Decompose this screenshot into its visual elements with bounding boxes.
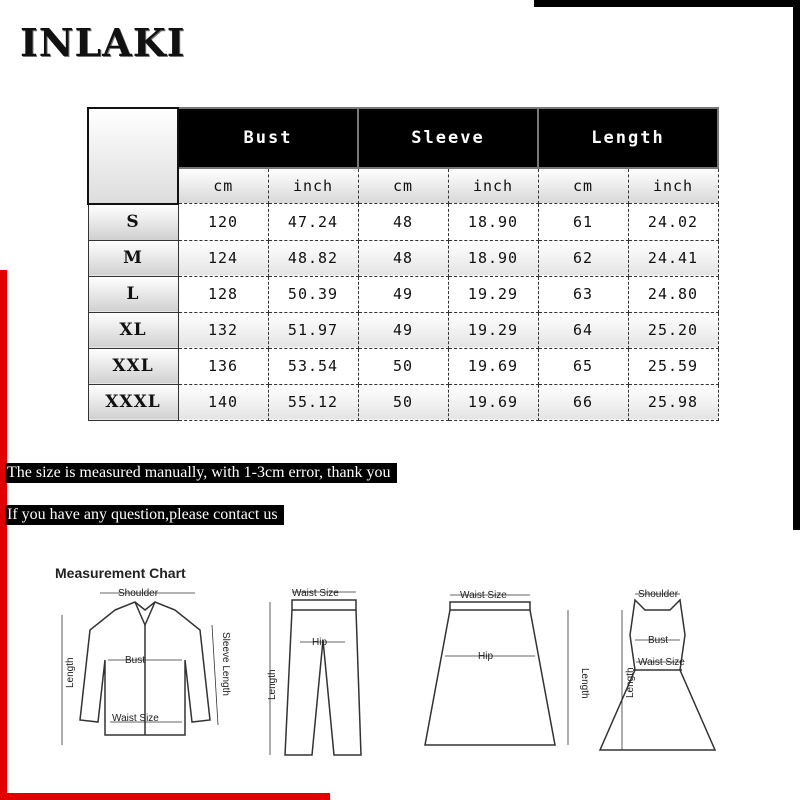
shirt-waist-label: Waist Size bbox=[112, 713, 159, 724]
table-cell: 48 bbox=[358, 240, 448, 276]
left-frame-bar bbox=[0, 270, 7, 800]
table-cell: 18.90 bbox=[448, 240, 538, 276]
table-cell: 24.80 bbox=[628, 276, 718, 312]
table-cell: 136 bbox=[178, 348, 268, 384]
top-frame-bar bbox=[534, 0, 800, 7]
table-cell: 65 bbox=[538, 348, 628, 384]
skirt-figure bbox=[425, 602, 555, 745]
table-row bbox=[88, 348, 718, 384]
pants-figure bbox=[285, 600, 361, 755]
table-cell: 25.20 bbox=[628, 312, 718, 348]
shirt-sleeve-label: Sleeve Length bbox=[220, 632, 231, 696]
table-cell: 24.41 bbox=[628, 240, 718, 276]
table-cell: 55.12 bbox=[268, 384, 358, 420]
unit-header-row bbox=[88, 168, 718, 204]
shirt-length-label: Length bbox=[65, 657, 76, 688]
unit-header: inch bbox=[268, 168, 358, 204]
table-cell: 120 bbox=[178, 204, 268, 241]
skirt-length-label: Length bbox=[579, 668, 590, 699]
table-cell: 48.82 bbox=[268, 240, 358, 276]
table-cell: 128 bbox=[178, 276, 268, 312]
measurement-error-note: The size is measured manually, with 1-3cm error, thank you bbox=[5, 463, 397, 483]
shirt-shoulder-label: Shoulder bbox=[118, 588, 159, 599]
size-label: M bbox=[88, 240, 178, 276]
dress-bust-label: Bust bbox=[648, 635, 669, 646]
dress-shoulder-label: Shoulder bbox=[638, 589, 679, 600]
table-row bbox=[88, 312, 718, 348]
pants-length-label: Length bbox=[267, 669, 278, 700]
unit-header: cm bbox=[358, 168, 448, 204]
table-cell: 63 bbox=[538, 276, 628, 312]
size-label: S bbox=[88, 204, 178, 241]
table-cell: 19.29 bbox=[448, 312, 538, 348]
table-cell: 25.59 bbox=[628, 348, 718, 384]
skirt-hip-label: Hip bbox=[478, 651, 494, 662]
brand-logo: INLAKI bbox=[20, 20, 186, 65]
table-cell: 50.39 bbox=[268, 276, 358, 312]
table-cell: 49 bbox=[358, 276, 448, 312]
measurement-diagrams bbox=[40, 580, 760, 780]
unit-header: inch bbox=[448, 168, 538, 204]
size-label: XXL bbox=[88, 348, 178, 384]
group-header-bust: Bust bbox=[178, 108, 358, 168]
pants-hip-label: Hip bbox=[312, 637, 328, 648]
table-cell: 49 bbox=[358, 312, 448, 348]
table-cell: 61 bbox=[538, 204, 628, 241]
table-row bbox=[88, 204, 718, 241]
table-cell: 132 bbox=[178, 312, 268, 348]
table-cell: 50 bbox=[358, 348, 448, 384]
group-header-length: Length bbox=[538, 108, 718, 168]
size-label: L bbox=[88, 276, 178, 312]
bottom-frame-bar bbox=[0, 793, 330, 800]
unit-header: inch bbox=[628, 168, 718, 204]
shirt-bust-label: Bust bbox=[125, 655, 146, 666]
table-cell: 53.54 bbox=[268, 348, 358, 384]
contact-note: If you have any question,please contact us bbox=[5, 505, 284, 525]
group-header-sleeve: Sleeve bbox=[358, 108, 538, 168]
table-cell: 66 bbox=[538, 384, 628, 420]
table-cell: 19.29 bbox=[448, 276, 538, 312]
unit-header: cm bbox=[538, 168, 628, 204]
table-cell: 19.69 bbox=[448, 384, 538, 420]
size-table bbox=[87, 107, 719, 421]
table-cell: 140 bbox=[178, 384, 268, 420]
table-corner bbox=[88, 108, 178, 204]
table-row bbox=[88, 384, 718, 420]
group-header-row bbox=[88, 108, 718, 168]
right-frame-bar bbox=[793, 0, 800, 530]
measurement-chart-title: Measurement Chart bbox=[55, 565, 186, 581]
table-cell: 124 bbox=[178, 240, 268, 276]
pants-waist-label: Waist Size bbox=[292, 588, 339, 599]
dress-figure bbox=[600, 600, 715, 750]
dress-waist-label: Waist Size bbox=[638, 657, 685, 668]
table-cell: 18.90 bbox=[448, 204, 538, 241]
table-cell: 62 bbox=[538, 240, 628, 276]
size-label: XL bbox=[88, 312, 178, 348]
table-row bbox=[88, 240, 718, 276]
unit-header: cm bbox=[178, 168, 268, 204]
table-row bbox=[88, 276, 718, 312]
dress-length-label: Length bbox=[625, 667, 636, 698]
table-cell: 19.69 bbox=[448, 348, 538, 384]
table-cell: 25.98 bbox=[628, 384, 718, 420]
skirt-waist-label: Waist Size bbox=[460, 590, 507, 601]
table-cell: 47.24 bbox=[268, 204, 358, 241]
table-cell: 50 bbox=[358, 384, 448, 420]
table-cell: 48 bbox=[358, 204, 448, 241]
table-cell: 24.02 bbox=[628, 204, 718, 241]
size-label: XXXL bbox=[88, 384, 178, 420]
table-cell: 64 bbox=[538, 312, 628, 348]
table-cell: 51.97 bbox=[268, 312, 358, 348]
